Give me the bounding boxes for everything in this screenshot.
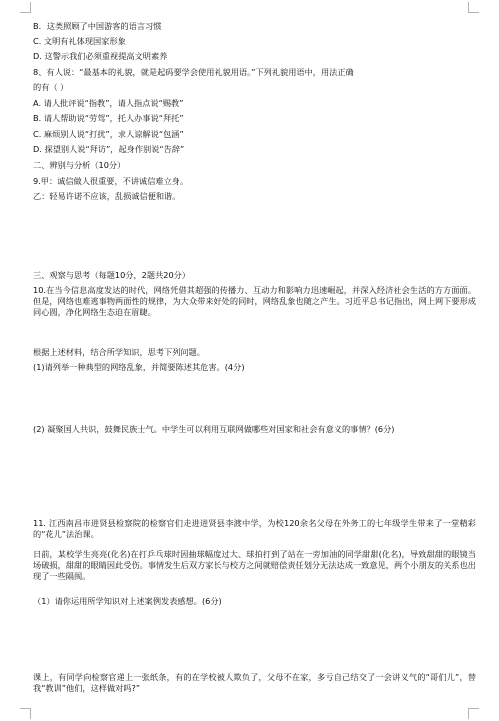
page-corner-mark-top-left	[20, 2, 31, 13]
q10-subquestion-1: (1)请列举一种典型的网络乱象，并简要陈述其危害。(4分)	[33, 362, 245, 372]
q8-option-a: A. 请人批评说“指教”，请人指点说“赐教”	[33, 98, 184, 108]
q8-stem-line2: 的有（ ）	[33, 82, 69, 92]
q10-paragraph	[33, 285, 476, 318]
q7-option-d: D. 这警示我们必须重视提高文明素养	[33, 51, 168, 61]
q10-subquestion-2	[33, 424, 476, 435]
q11-p2-text: 日前，某校学生亮亮(化名)在打乒乓球时因抽球幅度过大、球拍打到了站在一旁加油的同学甜甜(化名)，导致甜甜的眼镜当场破损，甜甜的眼睛因此受伤。事情发生后双方家长与校方之间就赔偿责任划分无法达成一致意见，两个小朋友的关系也出现了一些隔阂。	[33, 549, 476, 582]
page-corner-mark-bottom-right	[468, 708, 479, 719]
q9-statement-a: 9.甲：诚信做人很重要，不讲诚信难立身。	[33, 176, 189, 186]
q7-option-b: B．这类照顾了中国游客的语言习惯	[33, 21, 162, 31]
q8-option-b: B. 请人帮助说“劳驾”，托人办事说“拜托”	[33, 113, 184, 123]
section3-heading: 三、观察与思考（每题10分，2题共20分）	[33, 270, 191, 280]
q10-sub2-text: (2) 凝聚国人共识，鼓舞民族士气。中学生可以利用互联网做哪些对国家和社会有意义的事情？(6分)	[33, 424, 395, 434]
q10-text: 10.在当今信息高度发达的时代，网络凭借其超强的传播力、互动力和影响力迅速崛起，并深入经济社会生活的方方面面。但是，网络也难逃事物两面性的规律，为大众带来好处的同时，网络乱象也随之产生。习近平总书记指出，网上网下要形成同心圆，净化网络生态迫在眉睫。	[33, 285, 476, 318]
q11-paragraph-2	[33, 549, 476, 582]
q10-intro: 根据上述材料，结合所学知识，思考下列问题。	[33, 347, 205, 357]
q7-option-c: C. 文明有礼体现国家形象	[33, 36, 126, 46]
q8-option-d: D. 探望别人说“拜访”，起身作别说“告辞”	[33, 144, 185, 154]
q11-p1-text: 11. 江西南昌市进贤县检察院的检察官们走进进贤县李渡中学，为校120余名父母在外务工的七年级学生带来了一堂精彩的“花儿”法治课。	[33, 518, 476, 540]
q11-paragraph-3	[33, 672, 476, 694]
q9-statement-b: 乙：轻易许诺不应该，乱损诚信便和谐。	[33, 191, 181, 201]
page-corner-mark-bottom-left	[20, 708, 31, 719]
section2-heading: 二、辨别与分析（10分）	[33, 160, 126, 170]
q11-paragraph-1	[33, 518, 476, 540]
q8-option-c: C. 麻烦别人说“打扰”，求人谅解说“包涵”	[33, 129, 184, 139]
q11-p3-text: 课上，有同学向检察官递上一张纸条，有的在学校被人欺负了，父母不在家，多亏自己结交了一会讲义气的“哥们儿”，替我“教训”他们，这样做对吗?”	[33, 672, 476, 694]
page-corner-mark-top-right	[468, 2, 479, 13]
q11-subquestion-1: （1）请你运用所学知识对上述案例发表感想。(6分)	[33, 596, 222, 606]
q8-stem-line1: 8、有人说：“最基本的礼貌，就是起码要学会使用礼貌用语。”下列礼貌用语中，用法正确	[33, 67, 354, 77]
